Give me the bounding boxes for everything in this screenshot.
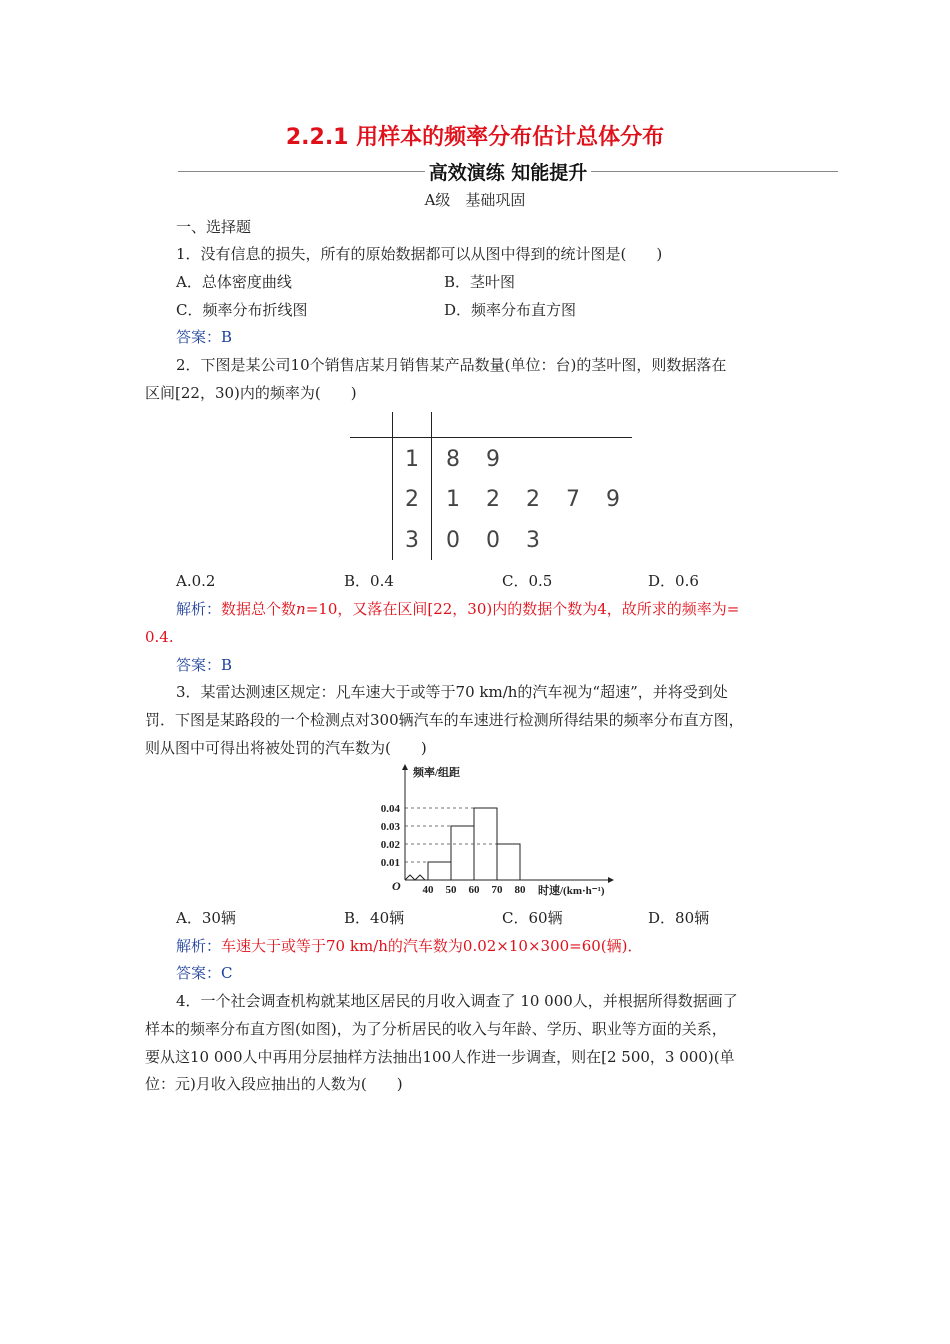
y-axis-label: 频率/组距 [413,767,461,779]
level-heading: A级 基础巩固 [424,191,526,209]
q3-option-a: A．30辆 [176,909,236,927]
leaf-3-2: 0 [486,528,500,553]
leaf-3-3: 3 [526,528,540,553]
q1-stem: 1．没有信息的损失，所有的原始数据都可以从图中得到的统计图是( ) [176,245,663,263]
leaf-2-5: 9 [606,487,620,512]
histogram-bar [428,862,451,880]
x-tick-label: 60 [468,884,480,896]
stem-leaf-divider [431,412,432,560]
y-tick-label: 0.02 [380,839,400,851]
section-banner [178,158,838,184]
q2-option-c: C．0.5 [502,572,553,590]
leaf-2-1: 1 [446,487,460,512]
q4-stem-line1: 4．一个社会调查机构就某地区居民的月收入调查了 10 000人，并根据所得数据画了 [176,992,738,1010]
q2-option-a: A.0.2 [176,572,216,590]
y-tick-label: 0.01 [380,857,400,869]
section-heading: 一、选择题 [176,218,252,236]
q2-analysis-text-a: 数据总个数 [221,600,297,618]
y-tick-label: 0.04 [380,803,400,815]
q3-analysis-label: 解析： [176,937,222,955]
q2-analysis [176,599,739,619]
q3-stem-line3: 则从图中可得出将被处罚的汽车数为( ) [145,739,427,757]
histogram-bar [451,826,474,880]
q3-option-d: D．80辆 [648,909,710,927]
stem-3: 3 [405,528,419,553]
stem-leaf-left-rule [392,412,393,560]
q4-stem-line4: 位：元)月收入段应抽出的人数为( ) [145,1075,403,1093]
q1-option-a: A．总体密度曲线 [176,273,292,291]
q2-stem-line2: 区间[22，30)内的频率为( ) [145,384,357,402]
x-axis-arrow [608,877,614,883]
q2-answer: 答案：B [176,656,233,674]
x-tick-label: 80 [514,884,526,896]
stem-2: 2 [405,487,419,512]
q2-analysis-text-b: =10，又落在区间[22，30)内的数据个数为4，故所求的频率为= [305,600,740,618]
page-title: 2.2.1 用样本的频率分布估计总体分布 [285,125,665,150]
x-tick-label: 50 [445,884,457,896]
stem-leaf-plot [350,412,635,562]
q3-option-b: B．40辆 [344,909,405,927]
y-axis-arrow [402,764,408,770]
q1-option-c: C．频率分布折线图 [176,301,308,319]
histogram-bar [497,844,520,880]
leaf-2-2: 2 [486,487,500,512]
q2-analysis-label: 解析： [176,600,222,618]
q2-analysis-line2: 0.4. [145,628,174,646]
leaf-2-4: 7 [566,487,580,512]
leaf-1-1: 8 [446,447,460,472]
stem-1: 1 [405,447,419,472]
q2-option-b: B．0.4 [344,572,394,590]
q4-stem-line3: 要从这10 000人中再用分层抽样方法抽出100人作进一步调查，则在[2 500，3 000)(单 [145,1048,735,1066]
x-tick-label: 70 [491,884,503,896]
q3-option-c: C．60辆 [502,909,563,927]
q4-stem-line2: 样本的频率分布直方图(如图)，为了分析居民的收入与年龄、学历、职业等方面的关系， [145,1020,727,1038]
q2-analysis-n: n [296,600,306,618]
q2-stem-line1: 2．下图是某公司10个销售店某月销售某产品数量(单位：台)的茎叶图，则数据落在 [176,356,727,374]
axis-break-zigzag [405,875,425,880]
q3-stem-line1: 3．某雷达测速区规定：凡车速大于或等于70 km/h的汽车视为“超速”，并将受到处 [176,683,728,701]
origin-label: O [392,879,401,893]
q3-analysis-text: 车速大于或等于70 km/h的汽车数为0.02×10×300=60(辆)． [221,937,643,955]
q1-option-d: D．频率分布直方图 [444,301,577,319]
q1-option-b: B．茎叶图 [444,273,516,291]
x-tick-label: 40 [422,884,434,896]
leaf-1-2: 9 [486,447,500,472]
x-axis-label: 时速/(km·h⁻¹) [538,885,605,897]
y-tick-label: 0.03 [380,821,400,833]
q3-stem-line2: 罚．下图是某路段的一个检测点对300辆汽车的车速进行检测所得结果的频率分布直方图， [145,711,744,729]
q2-option-d: D．0.6 [648,572,699,590]
q1-answer: 答案：B [176,328,233,346]
leaf-2-3: 2 [526,487,540,512]
speed-histogram [360,762,620,902]
q3-answer: 答案：C [176,964,233,982]
banner-text: 高效演练 知能提升 [425,162,592,184]
q3-analysis [176,936,643,956]
leaf-3-1: 0 [446,528,460,553]
